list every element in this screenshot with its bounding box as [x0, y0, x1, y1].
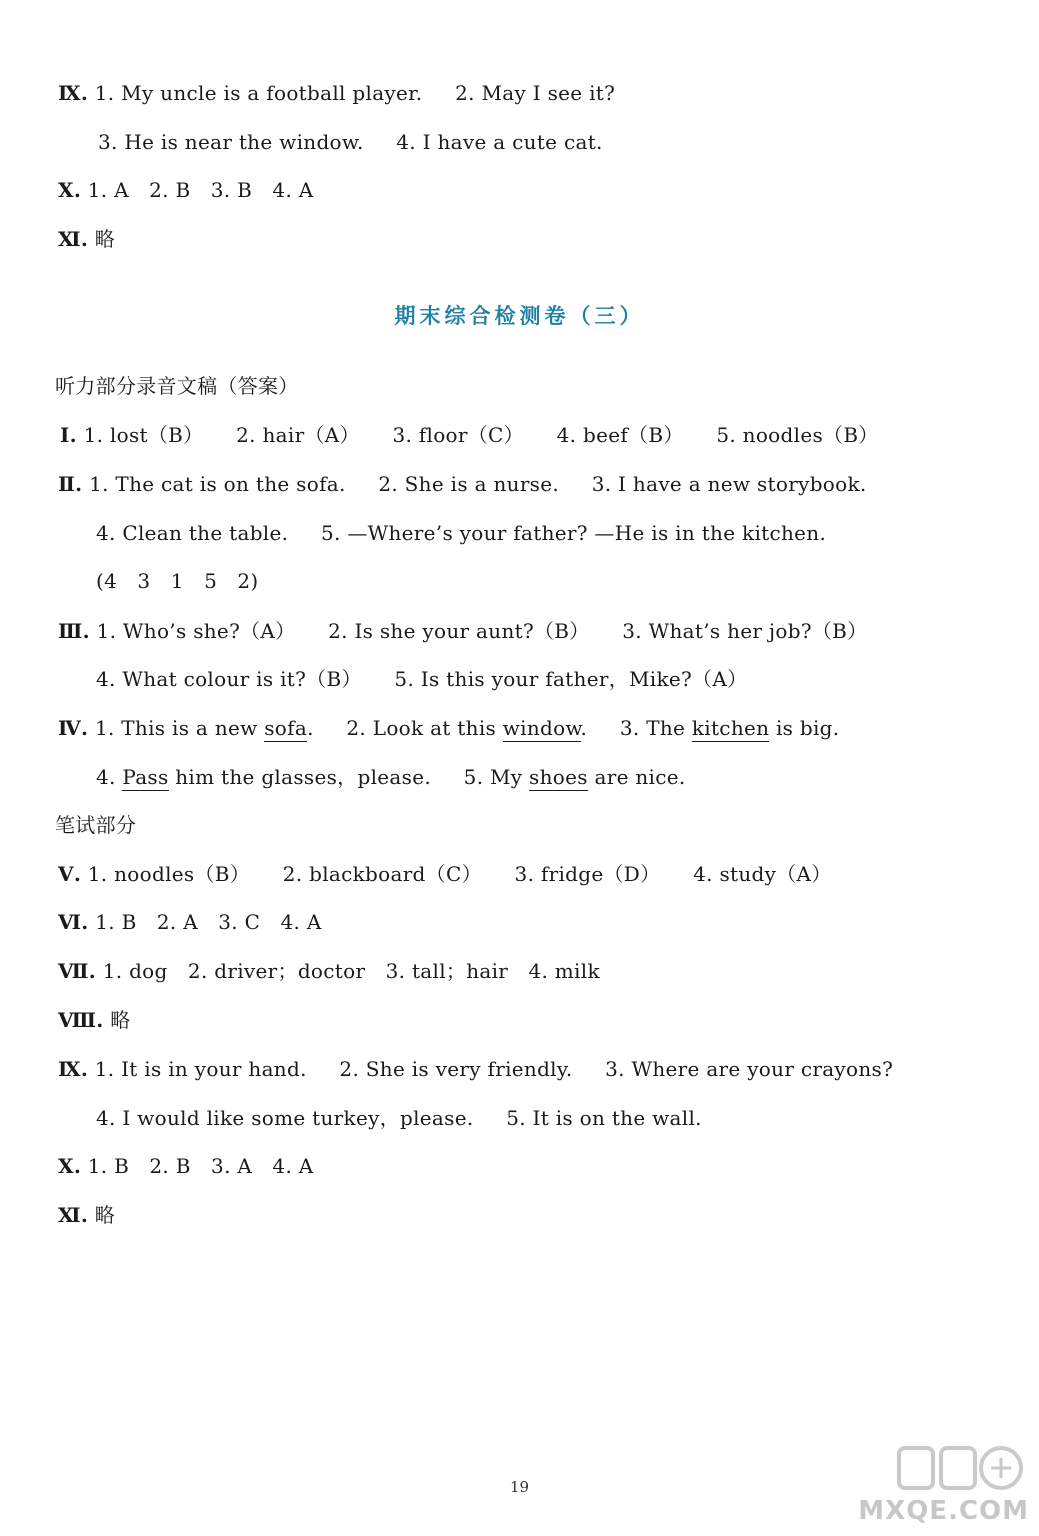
listening-iii-line-1	[58, 618, 867, 644]
section-label: Ⅲ.	[58, 619, 90, 643]
section-label: Ⅴ.	[58, 862, 82, 886]
answer-item: 5. noodles（B）	[716, 423, 879, 447]
section-label: Ⅰ.	[60, 423, 77, 447]
underlined-word: Pass	[122, 765, 169, 789]
section-label: Ⅺ.	[58, 1203, 89, 1227]
underlined-word: shoes	[529, 765, 588, 789]
written-viii-line	[58, 1007, 131, 1033]
section-label: Ⅺ.	[58, 227, 89, 251]
answer-item: 4. Clean the table.	[96, 521, 289, 545]
written-ix-line-1	[58, 1056, 893, 1082]
section-label: Ⅹ.	[58, 178, 82, 202]
top-ix-line-1	[58, 80, 615, 106]
answer-item: 3. I have a new storybook.	[591, 472, 867, 496]
answer-item: 2. She is very friendly.	[339, 1057, 573, 1081]
section-label: Ⅸ.	[58, 81, 89, 105]
listening-i-line	[60, 422, 879, 448]
answer-item: 1. The cat is on the sofa.	[89, 472, 346, 496]
section-title: 期末综合检测卷（三）	[394, 304, 645, 328]
answer-item: 1. Who’s she?（A）	[96, 619, 296, 643]
section-label: Ⅸ.	[58, 1057, 89, 1081]
answer-item: 2. hair（A）	[236, 423, 360, 447]
written-v-line	[58, 861, 832, 887]
written-x-line	[58, 1153, 314, 1179]
listening-heading: 听力部分录音文稿（答案）	[55, 374, 299, 398]
written-vii-line	[58, 958, 600, 984]
page-number: 19	[509, 1478, 530, 1496]
answer-item: 4. study（A）	[693, 862, 832, 886]
listening-iv-line-2	[96, 764, 686, 790]
section-label: Ⅵ.	[58, 910, 89, 934]
underlined-word: sofa	[264, 716, 308, 740]
watermark-text: MXQE.COM	[858, 1496, 1029, 1526]
top-ix-line-2	[98, 129, 603, 155]
answer-text: 2. May I see it?	[455, 81, 616, 105]
section-label: Ⅶ.	[58, 959, 97, 983]
underlined-word: kitchen	[691, 716, 770, 740]
underlined-word: window	[502, 716, 581, 740]
answer-text: 4. I have a cute cat.	[396, 130, 603, 154]
section-label: Ⅳ.	[58, 716, 89, 740]
answer-text: 1. B 2. B 3. A 4. A	[87, 1154, 314, 1178]
answer-item: 3. floor（C）	[392, 423, 524, 447]
answer-item: 2. Is she your aunt?（B）	[328, 619, 590, 643]
answer-item: 1. noodles（B）	[87, 862, 251, 886]
answer-text: 1. My uncle is a football player.	[94, 81, 423, 105]
answer-text: 略	[94, 227, 116, 251]
sentence-text: 5. My	[463, 765, 530, 789]
written-vi-line	[58, 909, 322, 935]
written-ix-line-2	[96, 1105, 702, 1131]
answer-text: 3. He is near the window.	[98, 130, 364, 154]
sentence-text: him the glasses，please.	[168, 765, 431, 789]
answer-text: 略	[110, 1008, 131, 1032]
top-xi-line	[58, 226, 115, 252]
answer-item: 3. Where are your crayons?	[605, 1057, 894, 1081]
answer-item: 1. It is in your hand.	[94, 1057, 307, 1081]
sentence-text: 3. The	[619, 716, 692, 740]
answer-text: 1. dog 2. driver；doctor 3. tall；hair 4. milk	[102, 959, 600, 983]
listening-ii-line-2	[96, 520, 826, 546]
answer-item: 4. What colour is it?（B）	[96, 667, 362, 691]
answer-item: 2. She is a nurse.	[378, 472, 560, 496]
answer-item: 1. lost（B）	[83, 423, 204, 447]
answer-text: 略	[94, 1203, 116, 1227]
listening-iii-line-2	[96, 666, 747, 692]
answer-item: 4. beef（B）	[556, 423, 684, 447]
sentence-text: are nice.	[587, 765, 686, 789]
answer-item: 5. —Where’s your father? —He is in the kitchen.	[320, 521, 827, 545]
answer-item: 3. fridge（D）	[514, 862, 661, 886]
sentence-text: 4.	[96, 765, 123, 789]
written-heading: 笔试部分	[55, 813, 137, 837]
answer-item: 2. blackboard（C）	[282, 862, 482, 886]
listening-ii-line-1	[58, 471, 867, 497]
answer-item: 5. It is on the wall.	[506, 1106, 702, 1130]
section-label: Ⅹ.	[58, 1154, 82, 1178]
written-xi-line	[58, 1202, 115, 1228]
answer-text: 1. A 2. B 3. B 4. A	[87, 178, 314, 202]
listening-ii-order: (4 3 1 5 2)	[96, 569, 259, 593]
answer-item: 5. Is this your father，Mike?（A）	[394, 667, 748, 691]
watermark-logo	[858, 1442, 1029, 1530]
listening-iv-line-1	[58, 715, 839, 741]
section-label: Ⅷ.	[58, 1008, 104, 1032]
sentence-text: .	[580, 716, 588, 740]
section-label: Ⅱ.	[58, 472, 83, 496]
watermark-emblem-icon	[879, 1442, 1029, 1498]
answer-item: 4. I would like some turkey，please.	[96, 1106, 474, 1130]
sentence-text: is big.	[769, 716, 840, 740]
answer-text: 1. B 2. A 3. C 4. A	[95, 910, 322, 934]
sentence-text: 1. This is a new	[94, 716, 265, 740]
answer-item: 3. What’s her job?（B）	[622, 619, 868, 643]
sentence-text: .	[307, 716, 314, 740]
sentence-text: 2. Look at this	[346, 716, 503, 740]
top-x-line	[58, 177, 314, 203]
